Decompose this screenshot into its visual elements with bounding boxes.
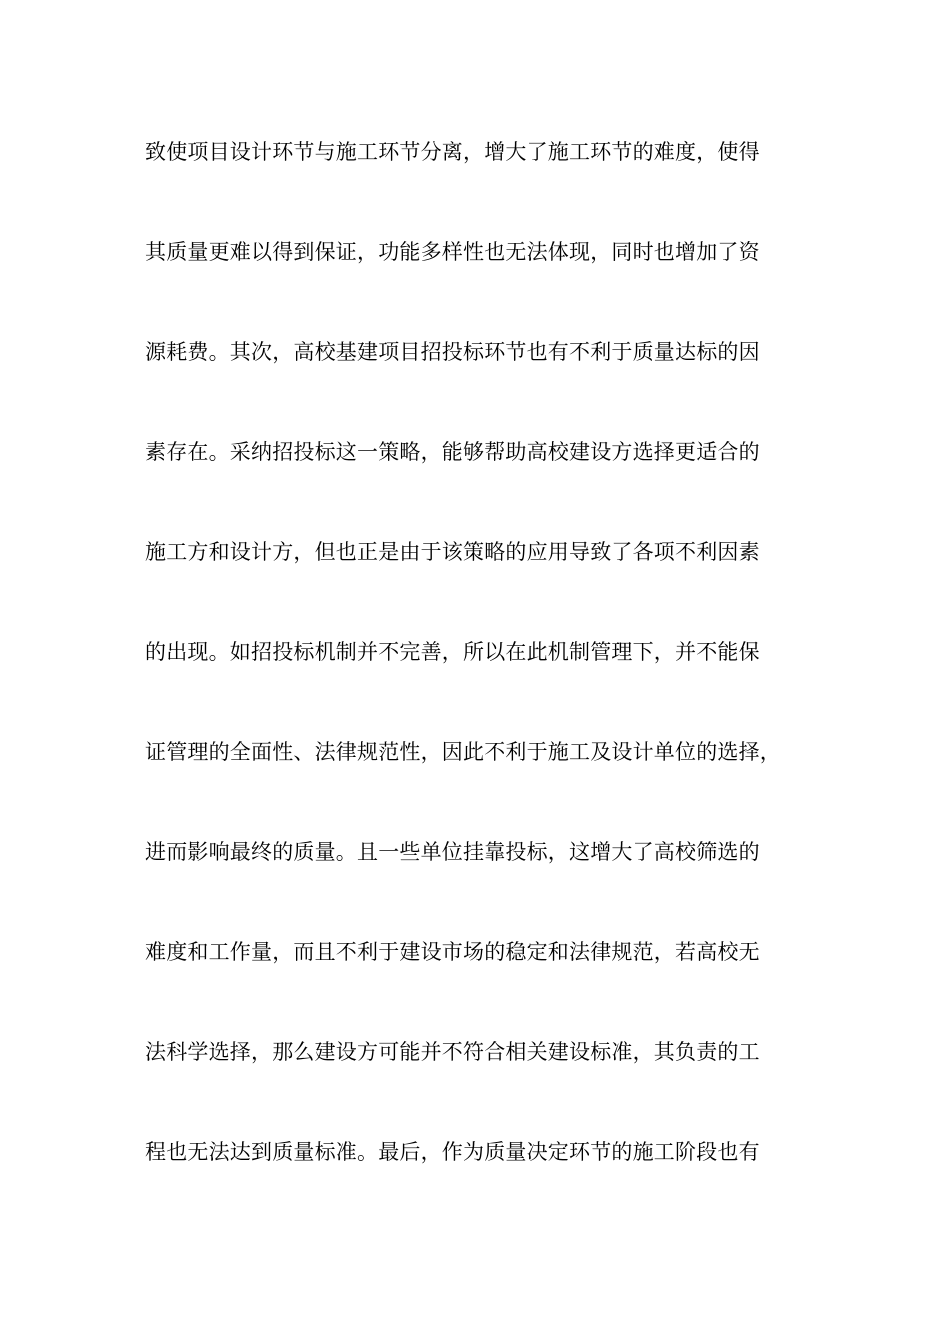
- text-line-4: 素存在。采纳招投标这一策略，能够帮助高校建设方选择更适合的: [145, 440, 760, 464]
- text-line-11: 程也无法达到质量标准。最后，作为质量决定环节的施工阶段也有: [145, 1140, 760, 1164]
- text-line-7: 证管理的全面性、法律规范性，因此不利于施工及设计单位的选择，: [145, 740, 781, 764]
- text-line-9: 难度和工作量，而且不利于建设市场的稳定和法律规范，若高校无: [145, 940, 760, 964]
- text-line-8: 进而影响最终的质量。且一些单位挂靠投标，这增大了高校筛选的: [145, 840, 760, 864]
- text-line-1: 致使项目设计环节与施工环节分离，增大了施工环节的难度，使得: [145, 140, 760, 164]
- text-line-6: 的出现。如招投标机制并不完善，所以在此机制管理下，并不能保: [145, 640, 760, 664]
- body-paragraph: [145, 128, 825, 1228]
- text-line-5: 施工方和设计方，但也正是由于该策略的应用导致了各项不利因素: [145, 540, 760, 564]
- text-line-2: 其质量更难以得到保证，功能多样性也无法体现，同时也增加了资: [145, 240, 760, 264]
- text-line-3: 源耗费。其次，高校基建项目招投标环节也有不利于质量达标的因: [145, 340, 760, 364]
- text-line-10: 法科学选择，那么建设方可能并不符合相关建设标准，其负责的工: [145, 1040, 760, 1064]
